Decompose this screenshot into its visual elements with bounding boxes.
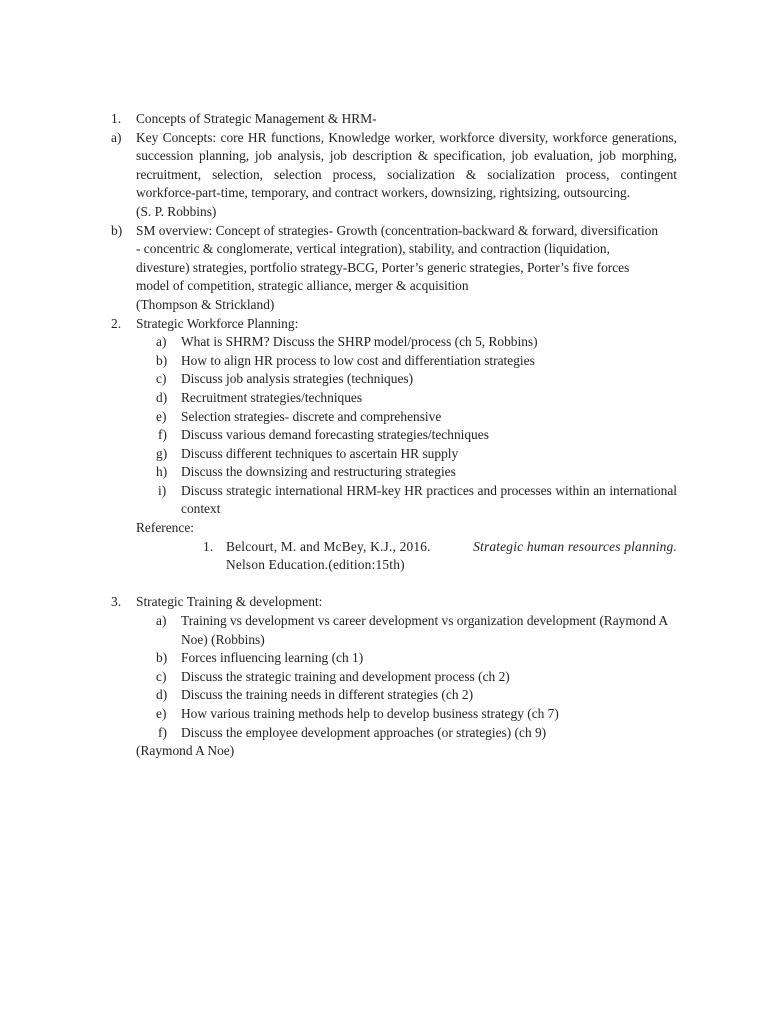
section-3-item-c <box>156 668 677 687</box>
reference-marker: 1. <box>203 538 214 554</box>
section-1-number: 1. <box>111 111 122 126</box>
reference-entry <box>203 538 677 575</box>
section-3-heading <box>111 593 677 612</box>
item-marker: a) <box>156 334 167 350</box>
item-text: Discuss job analysis strategies (techniques) <box>181 371 414 387</box>
item-marker: e) <box>156 408 167 424</box>
item-marker: b) <box>156 352 168 368</box>
reference-publisher: Nelson Education.(edition:15th) <box>226 557 405 573</box>
item-line: SM overview: Concept of strategies- Growth (concentration-backward & forward, diversification <box>136 222 659 238</box>
section-3-item-d <box>156 686 677 705</box>
section-2-heading <box>111 315 677 334</box>
section-3-item-b <box>156 649 677 668</box>
section-3-item-a <box>156 612 677 649</box>
item-text: Key Concepts: core HR functions, Knowledge worker, workforce diversity, workforce generations, succession planning, job analysis, job description & specification, job evaluation, job morphing, recruitment, selection, selection process, socialization & socialization process, contingent workforce-part-time, temporary, and contract workers, downsizing, rightsizing, outsourcing. <box>136 129 677 201</box>
section-3-item-f <box>158 724 677 743</box>
item-marker: b) <box>156 650 168 666</box>
item-marker: a) <box>111 129 122 145</box>
section-2-title: Strategic Workforce Planning: <box>136 315 299 331</box>
item-text: Training vs development vs career development vs organization development (Raymond A Noe) (Robbins) <box>181 613 668 647</box>
item-text: Selection strategies- discrete and comprehensive <box>181 408 442 424</box>
item-marker: b) <box>111 222 123 238</box>
item-marker: e) <box>156 706 167 721</box>
item-text: Discuss various demand forecasting strategies/techniques <box>181 427 489 443</box>
section-2-item-c <box>156 370 677 389</box>
item-text: Recruitment strategies/techniques <box>181 389 363 405</box>
item-text: How various training methods help to develop business strategy (ch 7) <box>181 706 559 721</box>
section-2-item-e <box>156 408 677 427</box>
item-text: Discuss the training needs in different strategies (ch 2) <box>181 687 474 703</box>
item-text: Discuss different techniques to ascertain HR supply <box>181 445 459 461</box>
section-3-item-e <box>156 705 677 724</box>
blank-line <box>0 575 768 594</box>
section-2-item-a <box>156 333 677 352</box>
item-text: Discuss strategic international HRM-key HR practices and processes within an international context <box>181 482 677 517</box>
item-marker: f) <box>158 427 167 443</box>
section-1-title: Concepts of Strategic Management & HRM- <box>136 111 377 126</box>
item-marker: a) <box>156 613 167 629</box>
item-marker: h) <box>156 464 168 480</box>
section-3-citation: (Raymond A Noe) <box>136 743 235 759</box>
section-1-item-a-ref <box>136 203 677 222</box>
citation: (Thompson & Strickland) <box>136 296 275 312</box>
item-marker: d) <box>156 389 168 405</box>
item-marker: c) <box>156 371 167 387</box>
item-text: Discuss the strategic training and development process (ch 2) <box>181 668 510 684</box>
reference-title: Strategic human resources planning. <box>473 538 677 554</box>
item-marker: c) <box>156 668 167 684</box>
item-marker: g) <box>156 445 168 461</box>
item-text: Discuss the downsizing and restructuring strategies <box>181 464 456 480</box>
section-3-number: 3. <box>111 594 122 610</box>
item-line: model of competition, strategic alliance, merger & acquisition <box>136 278 469 294</box>
reference-authors: Belcourt, M. and McBey, K.J., 2016. <box>226 538 431 554</box>
item-text: Forces influencing learning (ch 1) <box>181 650 364 666</box>
section-2-item-g <box>156 445 677 464</box>
item-marker: i) <box>158 482 167 498</box>
section-2-item-h <box>156 463 677 482</box>
item-text: What is SHRM? Discuss the SHRP model/process (ch 5, Robbins) <box>181 334 538 350</box>
section-2-item-b <box>156 352 677 371</box>
section-3-title: Strategic Training & development: <box>136 594 323 610</box>
section-1-item-b <box>111 222 677 315</box>
item-marker: d) <box>156 687 168 703</box>
section-2-item-i <box>158 482 677 519</box>
item-line: divesture) strategies, portfolio strategy-BCG, Porter’s generic strategies, Porter’s five forces <box>136 259 630 275</box>
item-text: Discuss the employee development approaches (or strategies) (ch 9) <box>181 724 547 740</box>
section-2-item-d <box>156 389 677 408</box>
citation: (S. P. Robbins) <box>136 203 217 219</box>
reference-label: Reference: <box>136 520 194 536</box>
item-marker: f) <box>158 724 167 740</box>
section-2-item-f <box>158 426 677 445</box>
item-text: How to align HR process to low cost and differentiation strategies <box>181 352 535 368</box>
item-line: - concentric & conglomerate, vertical integration), stability, and contraction (liquidation, <box>136 241 610 257</box>
document-content <box>0 110 768 761</box>
section-1-item-a <box>111 129 677 203</box>
section-1-heading <box>111 110 677 129</box>
reference-line-1 <box>226 538 677 557</box>
section-2-number: 2. <box>111 315 122 331</box>
